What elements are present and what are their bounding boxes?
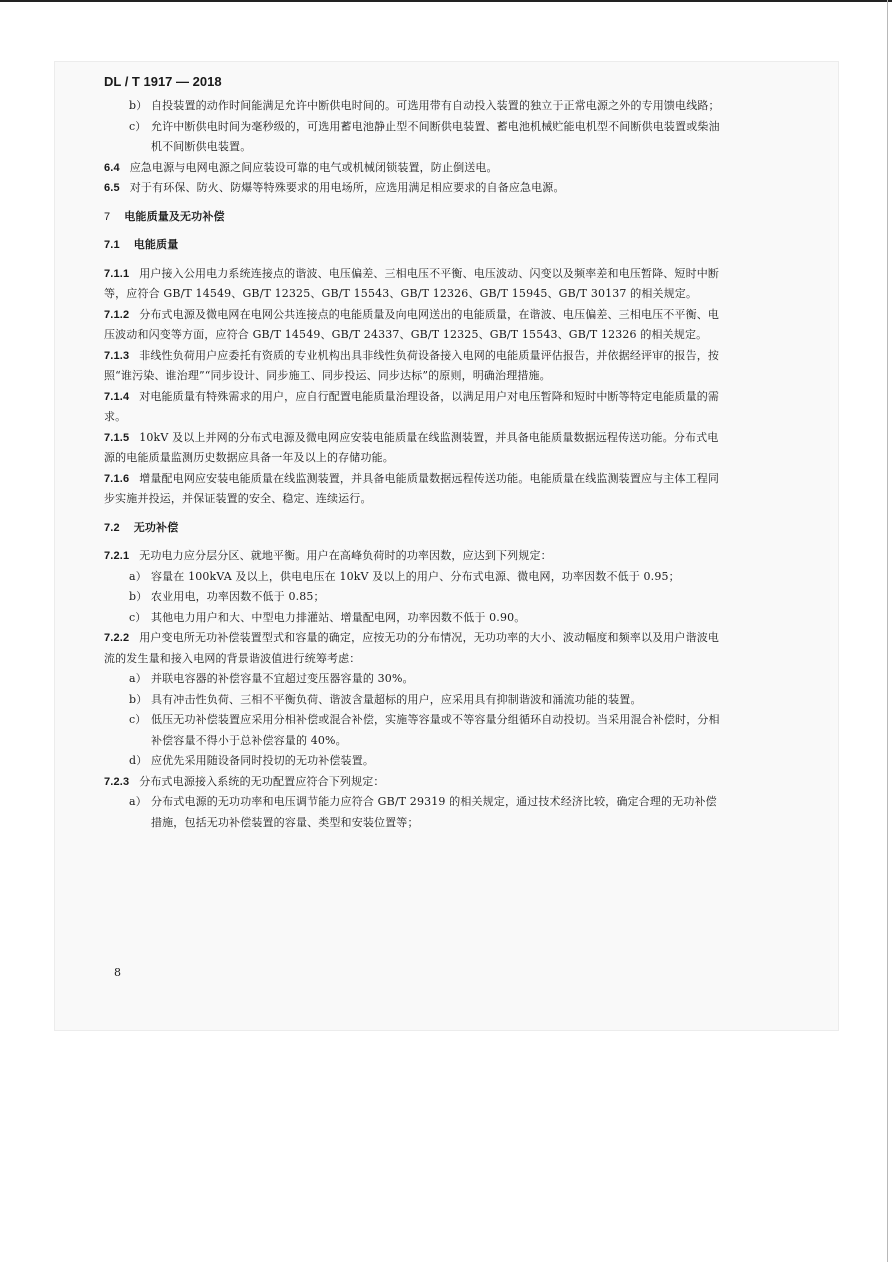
clause-6-4: 6.4 应急电源与电网电源之间应装设可靠的电气或机械闭锁装置，防止倒送电。 bbox=[104, 160, 498, 174]
section-heading-7: 7 电能质量及无功补偿 bbox=[104, 209, 225, 223]
page-number: 8 bbox=[114, 966, 121, 979]
list-item: b） 具有冲击性负荷、三相不平衡负荷、谐波含量超标的用户，应采用具有抑制谐波和涌流功能的装置。 bbox=[129, 692, 642, 706]
list-item: c） 允许中断供电时间为毫秒级的，可选用蓄电池静止型不间断供电装置、蓄电池机械贮能电机型不间断供电装置或柴油机不间断供电装置。 bbox=[129, 119, 720, 153]
list-item: c） 低压无功补偿装置应采用分相补偿或混合补偿，实施等容量或不等容量分组循环自动投切。当采用混合补偿时，分相补偿容量不得小于总补偿容量的 40%。 bbox=[129, 713, 720, 747]
list-item: d） 应优先采用随设备同时投切的无功补偿装置。 bbox=[129, 754, 374, 767]
para-7-2-1: 7.2.1 无功电力应分层分区、就地平衡。用户在高峰负荷时的功率因数，应达到下列规定： bbox=[104, 549, 552, 562]
clause-6-5: 6.5 对于有环保、防火、防爆等特殊要求的用电场所，应选用满足相应要求的自备应急电源。 bbox=[104, 181, 565, 194]
top-border bbox=[0, 0, 892, 2]
right-border bbox=[887, 0, 888, 1262]
section-heading-7-1: 7.1 电能质量 bbox=[104, 238, 179, 251]
section-heading-7-2: 7.2 无功补偿 bbox=[104, 520, 179, 534]
para-7-1-2: 7.1.2 分布式电源及微电网在电网公共连接点的电能质量及向电网送出的电能质量，在谐波、电压偏差、三相电压不平衡、电压波动和闪变等方面，应符合 GB/T 14549、GB/T 24337、GB/T 12325、GB/T 15543、GB/T 12326 的相关规定。 bbox=[104, 307, 720, 341]
para-7-1-1: 7.1.1 用户接入公用电力系统连接点的谐波、电压偏差、三相电压不平衡、电压波动、闪变以及频率差和电压暂降、短时中断等，应符合 GB/T 14549、GB/T 12325、GB/T 15543、GB/T 12326、GB/T 15945、GB/T 30137 的相关规定。 bbox=[104, 266, 720, 300]
para-7-1-4: 7.1.4 对电能质量有特殊需求的用户，应自行配置电能质量治理设备，以满足用户对电压暂降和短时中断等特定电能质量的需求。 bbox=[104, 389, 720, 423]
para-7-1-3: 7.1.3 非线性负荷用户应委托有资质的专业机构出具非线性负荷设备接入电网的电能质量评估报告，并依据经评审的报告，按照“谁污染、谁治理”“同步设计、同步施工、同步投运、同步达标”的原则，明确治理措施。 bbox=[104, 348, 720, 382]
standard-header: DL / T 1917 — 2018 bbox=[104, 74, 222, 89]
list-item: a） 并联电容器的补偿容量不宜超过变压器容量的 30%。 bbox=[129, 672, 414, 685]
list-item: a） 容量在 100kVA 及以上，供电电压在 10kV 及以上的用户、分布式电源、微电网，功率因数不低于 0.95； bbox=[129, 569, 680, 583]
list-item: b） 自投装置的动作时间能满足允许中断供电时间的。可选用带有自动投入装置的独立于正常电源之外的专用馈电线路； bbox=[129, 99, 720, 112]
para-7-2-3: 7.2.3 分布式电源接入系统的无功配置应符合下列规定： bbox=[104, 774, 385, 788]
list-item: c） 其他电力用户和大、中型电力排灌站、增量配电网，功率因数不低于 0.90。 bbox=[129, 610, 526, 624]
para-7-2-2: 7.2.2 用户变电所无功补偿装置型式和容量的确定，应按无功的分布情况，无功功率的大小、波动幅度和频率以及用户谐波电流的发生量和接入电网的背景谐波值进行统筹考虑： bbox=[104, 631, 720, 665]
list-item: a） 分布式电源的无功功率和电压调节能力应符合 GB/T 29319 的相关规定，通过技术经济比较，确定合理的无功补偿措施，包括无功补偿装置的容量、类型和安装位置等； bbox=[129, 795, 717, 829]
list-item: b） 农业用电，功率因数不低于 0.85； bbox=[129, 590, 325, 603]
page-content bbox=[104, 96, 722, 833]
para-7-1-5: 7.1.5 10kV 及以上并网的分布式电源及微电网应安装电能质量在线监测装置，并具备电能质量数据远程传送功能。分布式电源的电能质量监测历史数据应具备一年及以上的存储功能。 bbox=[104, 430, 719, 464]
para-7-1-6: 7.1.6 增量配电网应安装电能质量在线监测装置，并具备电能质量数据远程传送功能。电能质量在线监测装置应与主体工程同步实施并投运，并保证装置的安全、稳定、连续运行。 bbox=[104, 471, 720, 505]
